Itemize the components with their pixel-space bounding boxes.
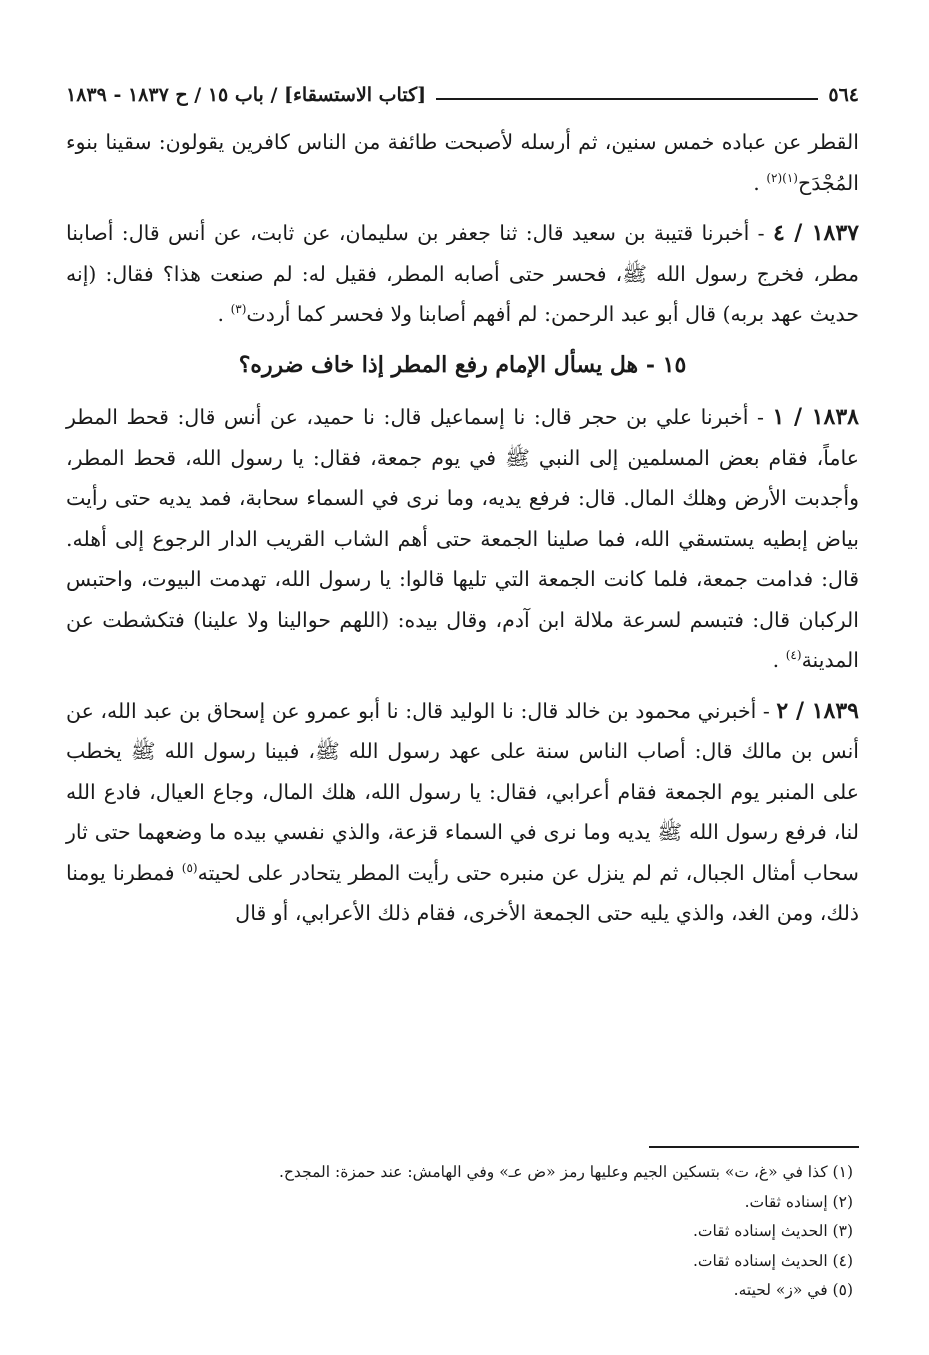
- page-number: ٥٦٤: [828, 84, 859, 106]
- hadith-1839: ١٨٣٩ / ٢ - أخبرني محمود بن خالد قال: نا الوليد قال: نا أبو عمرو عن إسحاق بن عبد الله، عن أنس بن مالك قال: أصاب الناس سنة على عهد رسول الله ﷺ، فبينا رسول الله ﷺ يخطب على المنبر يوم الجمعة فقام أعرابي، فقال: يا رسول الله، هلك المال، وجاع العيال، فادع الله لنا، فرفع رسول الله ﷺ يديه وما نرى في السماء قزعة، والذي نفسي بيده ما وضعهما حتى ثار سحاب أمثال الجبال، ثم لم ينزل عن منبره حتى رأيت المطر يتحادر على لحيته$^{(٥)}$ فمطرنا يومنا ذلك، ومن الغد، والذي يليه حتى الجمعة الأخرى، فقام ذلك الأعرابي، أو قال: [66, 697, 859, 925]
- footnote-separator: [649, 1146, 859, 1148]
- footnote-4: (٤) الحديث إسناده ثقات.: [692, 1251, 853, 1270]
- page-header: [66, 78, 859, 112]
- footnote-3: (٣) الحديث إسناده ثقات.: [692, 1222, 853, 1240]
- footnotes: [66, 1158, 853, 1306]
- hadith-number: ١٨٣٩ / ٢: [776, 697, 859, 724]
- header-rule: [436, 98, 818, 100]
- hadith-1838: ١٨٣٨ / ١ - أخبرنا علي بن حجر قال: نا إسماعيل قال: نا حميد، عن أنس قال: قحط المطر عاماً، فقام بعض المسلمين إلى النبي ﷺ في يوم جمعة، فقال: يا رسول الله، قحط المطر، وأجدبت الأرض وهلك المال. قال: فرفع يديه، وما نرى في السماء سحابة، فمد يديه حتى رأيت بياض إبطيه يستسقي الله، فما صلينا الجمعة حتى أهم الشاب القريب الدار الرجوع إلى أهله. قال: فدامت جمعة، فلما كانت الجمعة التي تليها قالوا: يا رسول الله، تهدمت البيوت، واحتبس الركبان قال: فتبسم لسرعة ملالة ابن آدم، وقال بيده: (اللهم حوالينا ولا علينا) فتكشطت عن المدينة$^{(٤)}$ .: [66, 404, 859, 672]
- footnote-ref: (١)(٢): [766, 170, 798, 185]
- footnote-2: (٢) إسناده ثقات.: [744, 1192, 853, 1211]
- page-body: [66, 122, 859, 944]
- hadith-1837: ١٨٣٧ / ٤ - أخبرنا قتيبة بن سعيد قال: ثنا جعفر بن سليمان، عن ثابت، عن أنس قال: أصابنا مطر، فخرج رسول الله ﷺ، فحسر حتى أصابه المطر، فقيل له: لم صنعت هذا؟ فقال: (إنه حديث عهد بربه) قال أبو عبد الرحمن: لم أفهم أصابنا ولا فحسر كما أردت$^{(٣)}$ .: [66, 220, 859, 326]
- footnote-5: (٥) في «ز» لحيته.: [733, 1281, 853, 1299]
- paragraph-continued: القطر عن عباده خمس سنين، ثم أرسله لأصبحت طائفة من الناس كافرين يقولون: سقينا بنوء المُجْدَح$^{(١)(٢)}$ .: [66, 130, 859, 195]
- running-title: [كتاب الاستسقاء] / باب ١٥ / ح ١٨٣٧ - ١٨٣٩: [66, 84, 427, 106]
- section-heading: ١٥ - هل يسأل الإمام رفع المطر إذا خاف ضرره؟: [238, 351, 687, 378]
- footnote-ref: (٣): [230, 302, 247, 317]
- footnote-ref: (٥): [181, 860, 198, 875]
- hadith-number: ١٨٣٧ / ٤: [772, 220, 859, 246]
- footnote-ref: (٤): [785, 648, 802, 663]
- hadith-number: ١٨٣٨ / ١: [772, 404, 859, 430]
- footnote-1: (١) كذا في «غ، ت» بتسكين الجيم وعليها رمز «ض عـ» وفي الهامش: عند حمزة: المجدح.: [279, 1163, 853, 1181]
